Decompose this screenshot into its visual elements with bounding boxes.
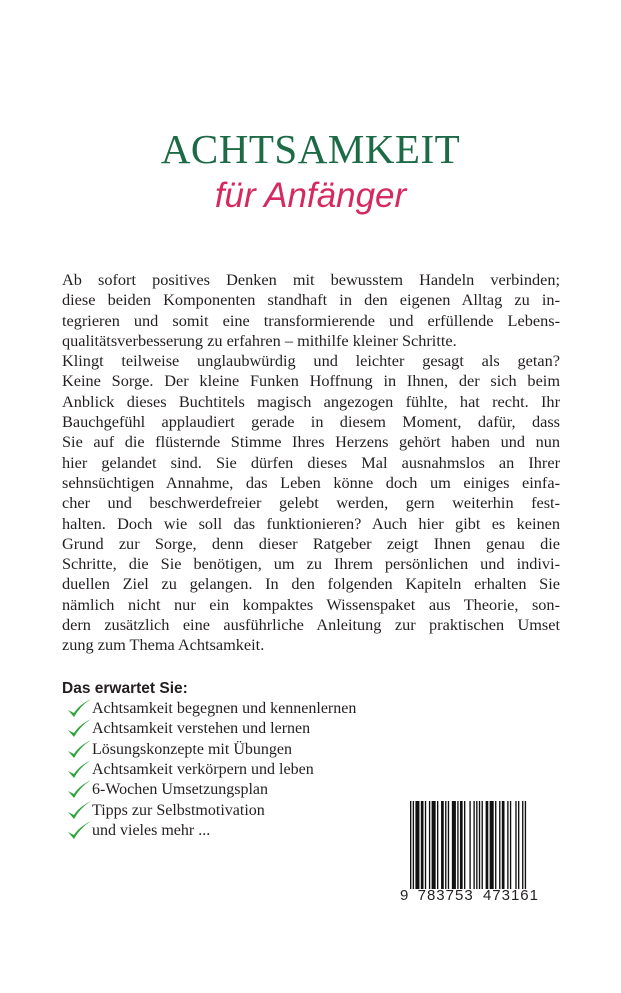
blurb-line: Anblick dieses Buchtitels magisch angezogen fühlte, hat recht. Ihr <box>62 391 560 411</box>
feature-list <box>66 699 356 841</box>
barcode-bar <box>410 801 411 889</box>
list-item-label: Achtsamkeit verstehen und lernen <box>92 720 311 738</box>
blurb-line: hier gelandet sind. Sie dürfen dieses Mal ausnahmslos an Ihrer <box>62 452 560 472</box>
list-item <box>66 699 356 719</box>
checkmark-icon <box>66 800 92 822</box>
barcode-bar <box>490 801 494 889</box>
list-item-label: Tipps zur Selbstmotivation <box>92 801 265 819</box>
blurb-line: Klingt teilweise unglaubwürdig und leichter gesagt als getan? <box>62 351 560 371</box>
checkmark-icon <box>66 820 92 842</box>
blurb-line: halten. Doch wie soll das funktionieren? Auch hier gibt es keinen <box>62 513 560 533</box>
barcode-bar <box>415 801 419 889</box>
list-item-label: Lösungskonzepte mit Übungen <box>92 740 292 758</box>
barcode-bar <box>464 801 465 889</box>
list-item-label: 6-Wochen Umsetzungsplan <box>92 781 268 799</box>
barcode-bar <box>476 801 477 889</box>
blurb-line: diese beiden Komponenten standhaft in den eigenen Alltag zu in- <box>62 290 560 310</box>
checkmark-icon <box>66 759 92 781</box>
barcode-bar <box>515 801 516 889</box>
blurb-line: Ab sofort positives Denken mit bewusstem Handeln verbinden; <box>62 270 560 289</box>
barcode-bar <box>510 801 511 889</box>
barcode-bar <box>413 801 414 889</box>
barcode-bar <box>499 801 500 889</box>
list-item-label: und vieles mehr ... <box>92 821 211 839</box>
barcode-bar <box>502 801 505 889</box>
barcode-bar <box>507 801 508 889</box>
blurb-line: dern zusätzlich eine ausführliche Anleitung zur praktischen Umset <box>62 615 560 635</box>
barcode-bar <box>421 801 424 889</box>
barcode-prefix: 9 <box>400 887 409 904</box>
barcode-bar <box>429 801 430 889</box>
checkmark-icon <box>66 779 92 801</box>
blurb-line: tegrieren und somit eine transformierende und erfüllende Lebens- <box>62 310 560 330</box>
barcode-bar <box>473 801 474 889</box>
barcode-bar <box>486 801 489 889</box>
barcode-bar <box>522 801 523 889</box>
blurb-line: Grund zur Sorge, denn dieser Ratgeber zeigt Ihnen genau die <box>62 533 560 553</box>
barcode-bar <box>469 801 470 889</box>
blurb-line: zung zum Thema Achtsamkeit. <box>62 635 265 655</box>
blurb-text <box>62 270 560 656</box>
list-item <box>66 821 356 841</box>
list-heading: Das erwartet Sie: <box>62 680 188 697</box>
blurb-line: qualitätsverbesserung zu erfahren – mithilfe kleiner Schritte. <box>62 330 457 350</box>
list-item-label: Achtsamkeit verkörpern und leben <box>92 761 314 779</box>
barcode-bar <box>425 801 426 889</box>
list-item <box>66 740 356 760</box>
barcode-bar <box>479 801 480 889</box>
barcode-bar <box>441 801 444 889</box>
blurb-line: duellen Ziel zu gelangen. In den folgenden Kapiteln erhalten Sie <box>62 574 560 594</box>
blurb-line: cher und beschwerdefreier gelebt werden, gern weiterhin fest- <box>62 493 560 513</box>
checkmark-icon <box>66 739 92 761</box>
barcode-bar <box>448 801 449 889</box>
blurb-line: Sie auf die flüsternde Stimme Ihres Herzens gehört haben und nun <box>62 432 560 452</box>
barcode-bar <box>525 801 526 889</box>
list-item <box>66 800 356 820</box>
barcode-bar <box>445 801 446 889</box>
checkmark-icon <box>66 698 92 720</box>
barcode-bar <box>518 801 519 889</box>
checkmark-icon <box>66 718 92 740</box>
book-title: ACHTSAMKEIT <box>160 126 461 172</box>
barcode-bar <box>437 801 438 889</box>
barcode-bar <box>457 801 458 889</box>
blurb-line: Bauchgefühl applaudiert gerade in diesem Moment, dafür, dass <box>62 412 560 432</box>
list-item <box>66 719 356 739</box>
blurb-line: nämlich nicht nur ein kompaktes Wissenspaket aus Theorie, son- <box>62 594 560 614</box>
isbn-barcode <box>400 793 545 911</box>
list-item-label: Achtsamkeit begegnen und kennenlernen <box>92 700 357 718</box>
barcode-group-1: 783753 <box>417 887 474 904</box>
blurb-line: Schritte, die Sie benötigen, um zu Ihrem persönlichen und indivi- <box>62 554 560 574</box>
barcode-bar <box>495 801 496 889</box>
blurb-line: sehnsüchtigen Annahme, das Leben könne doch um einiges einfa- <box>62 472 560 492</box>
barcode-group-2: 473161 <box>482 887 539 904</box>
barcode-bar <box>482 801 483 889</box>
barcode-bar <box>452 801 456 889</box>
blurb-line: Keine Sorge. Der kleine Funken Hoffnung in Ihnen, der sich beim <box>62 371 560 391</box>
list-item <box>66 760 356 780</box>
barcode-bar <box>460 801 463 889</box>
barcode-bar <box>432 801 436 889</box>
book-subtitle: für Anfänger <box>214 176 407 215</box>
list-item <box>66 780 356 800</box>
barcode-bars <box>400 793 545 893</box>
